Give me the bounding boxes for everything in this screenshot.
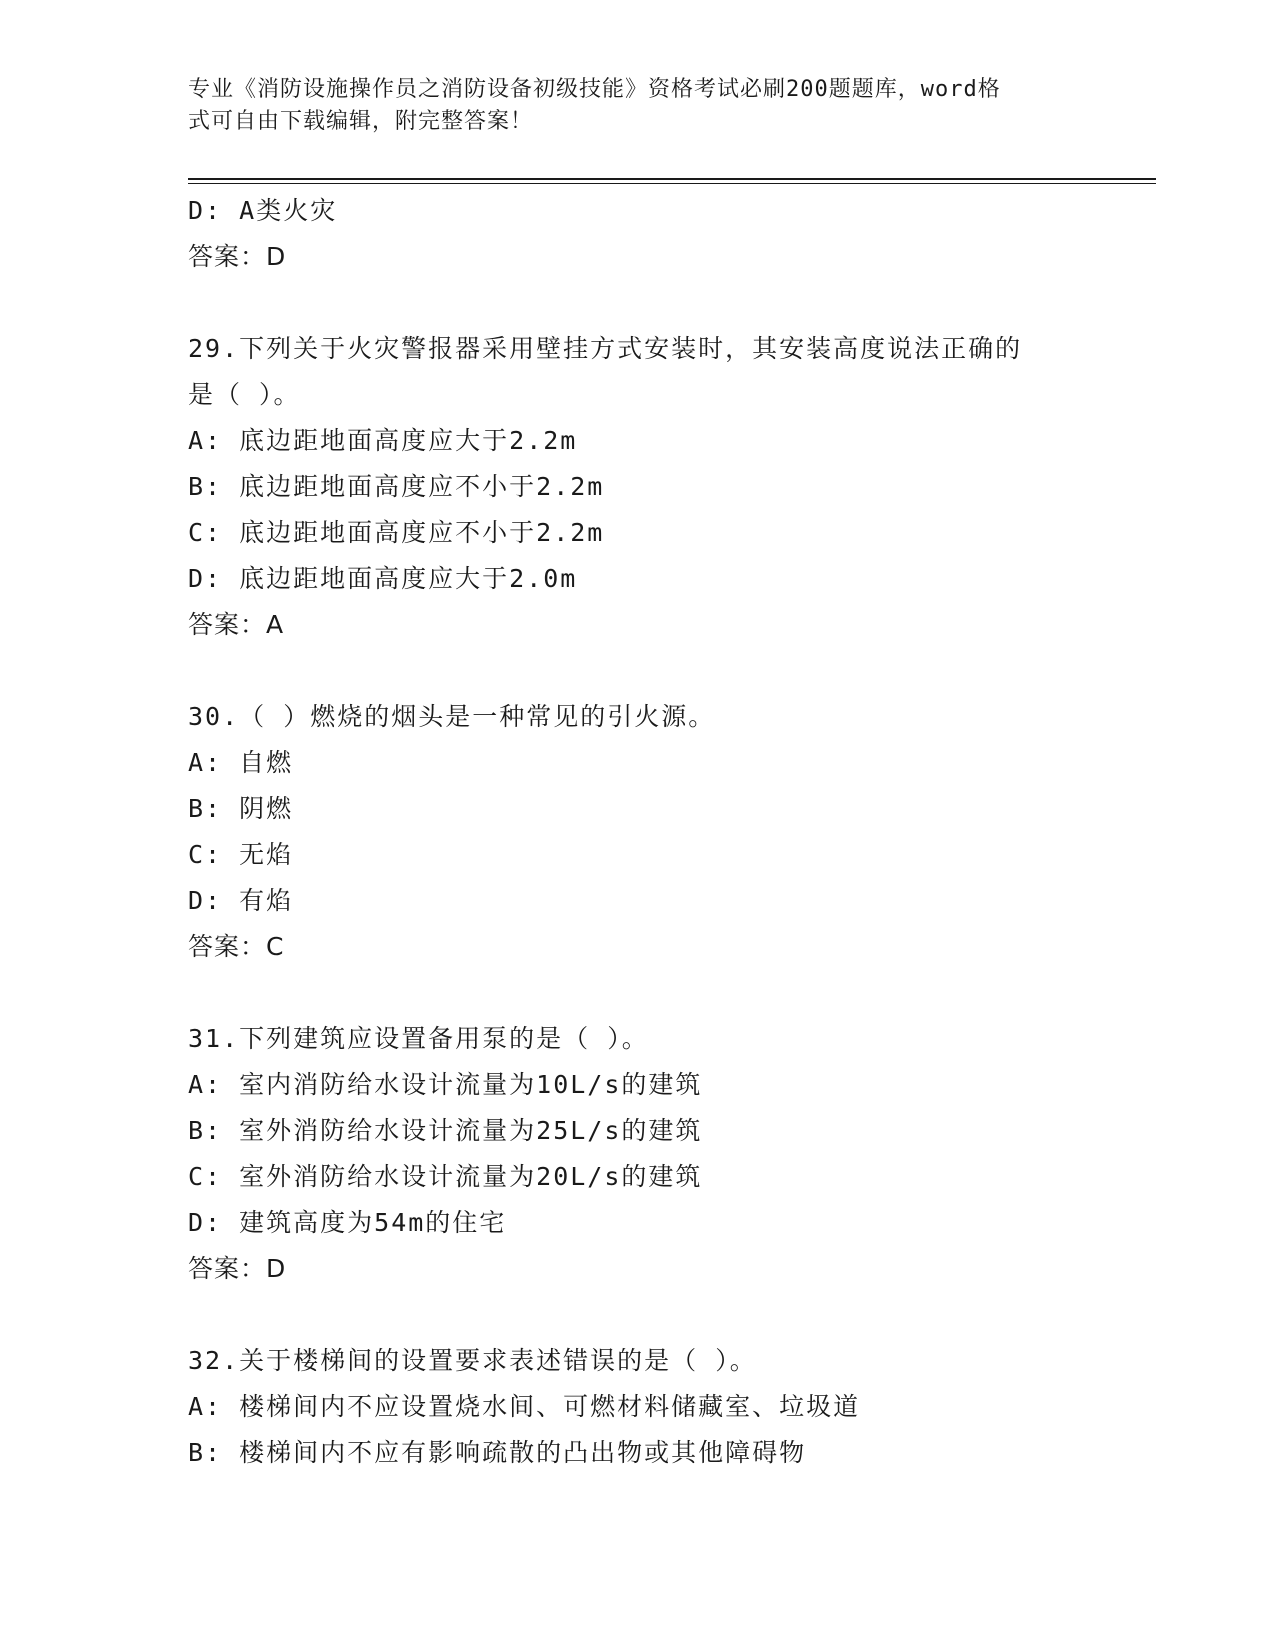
- option-b: B: 阴燃: [188, 794, 294, 823]
- question-31: [188, 1016, 1108, 1292]
- spacer: [188, 648, 1108, 694]
- answer-line: 答案：D: [188, 1254, 287, 1283]
- spacer: [188, 1292, 1108, 1338]
- spacer: [188, 280, 1108, 326]
- option-c: C: 室外消防给水设计流量为20L/s的建筑: [188, 1162, 703, 1191]
- option-c: C: 底边距地面高度应不小于2.2m: [188, 518, 605, 547]
- option-a: A: 底边距地面高度应大于2.2m: [188, 426, 578, 455]
- answer-line: 答案：D: [188, 242, 287, 271]
- header-divider-thick: [188, 178, 1156, 180]
- option-a: A: 室内消防给水设计流量为10L/s的建筑: [188, 1070, 703, 1099]
- question-stem: 31.下列建筑应设置备用泵的是（ ）。: [188, 1024, 649, 1053]
- question-32: [188, 1338, 1108, 1476]
- option-a: A: 自燃: [188, 748, 294, 777]
- question-stem: 32.关于楼梯间的设置要求表述错误的是（ ）。: [188, 1346, 757, 1375]
- question-stem-continued: 是（ ）。: [188, 380, 301, 409]
- header-divider-thin: [188, 183, 1156, 184]
- question-30: [188, 694, 1108, 970]
- header-title-line-1: 专业《消防设施操作员之消防设备初级技能》资格考试必刷200题题库，word格: [188, 77, 1001, 102]
- question-stem: 29.下列关于火灾警报器采用壁挂方式安装时，其安装高度说法正确的: [188, 334, 1023, 363]
- spacer: [188, 970, 1108, 1016]
- option-a: A: 楼梯间内不应设置烧水间、可燃材料储藏室、垃圾道: [188, 1392, 861, 1421]
- option-d: D: 有焰: [188, 886, 294, 915]
- document-header: [188, 74, 1088, 138]
- answer-line: 答案：A: [188, 610, 285, 639]
- option-d: D: 底边距地面高度应大于2.0m: [188, 564, 578, 593]
- question-29: [188, 326, 1108, 648]
- option-b: B: 底边距地面高度应不小于2.2m: [188, 472, 605, 501]
- option-d: D: 建筑高度为54m的住宅: [188, 1208, 507, 1237]
- option-b: B: 楼梯间内不应有影响疏散的凸出物或其他障碍物: [188, 1438, 807, 1467]
- option-b: B: 室外消防给水设计流量为25L/s的建筑: [188, 1116, 703, 1145]
- answer-line: 答案：C: [188, 932, 285, 961]
- option-d: D: A类火灾: [188, 196, 338, 225]
- question-stem: 30.（ ）燃烧的烟头是一种常见的引火源。: [188, 702, 716, 731]
- question-list: [188, 188, 1108, 1476]
- option-c: C: 无焰: [188, 840, 294, 869]
- header-title-line-2: 式可自由下载编辑，附完整答案！: [188, 109, 534, 134]
